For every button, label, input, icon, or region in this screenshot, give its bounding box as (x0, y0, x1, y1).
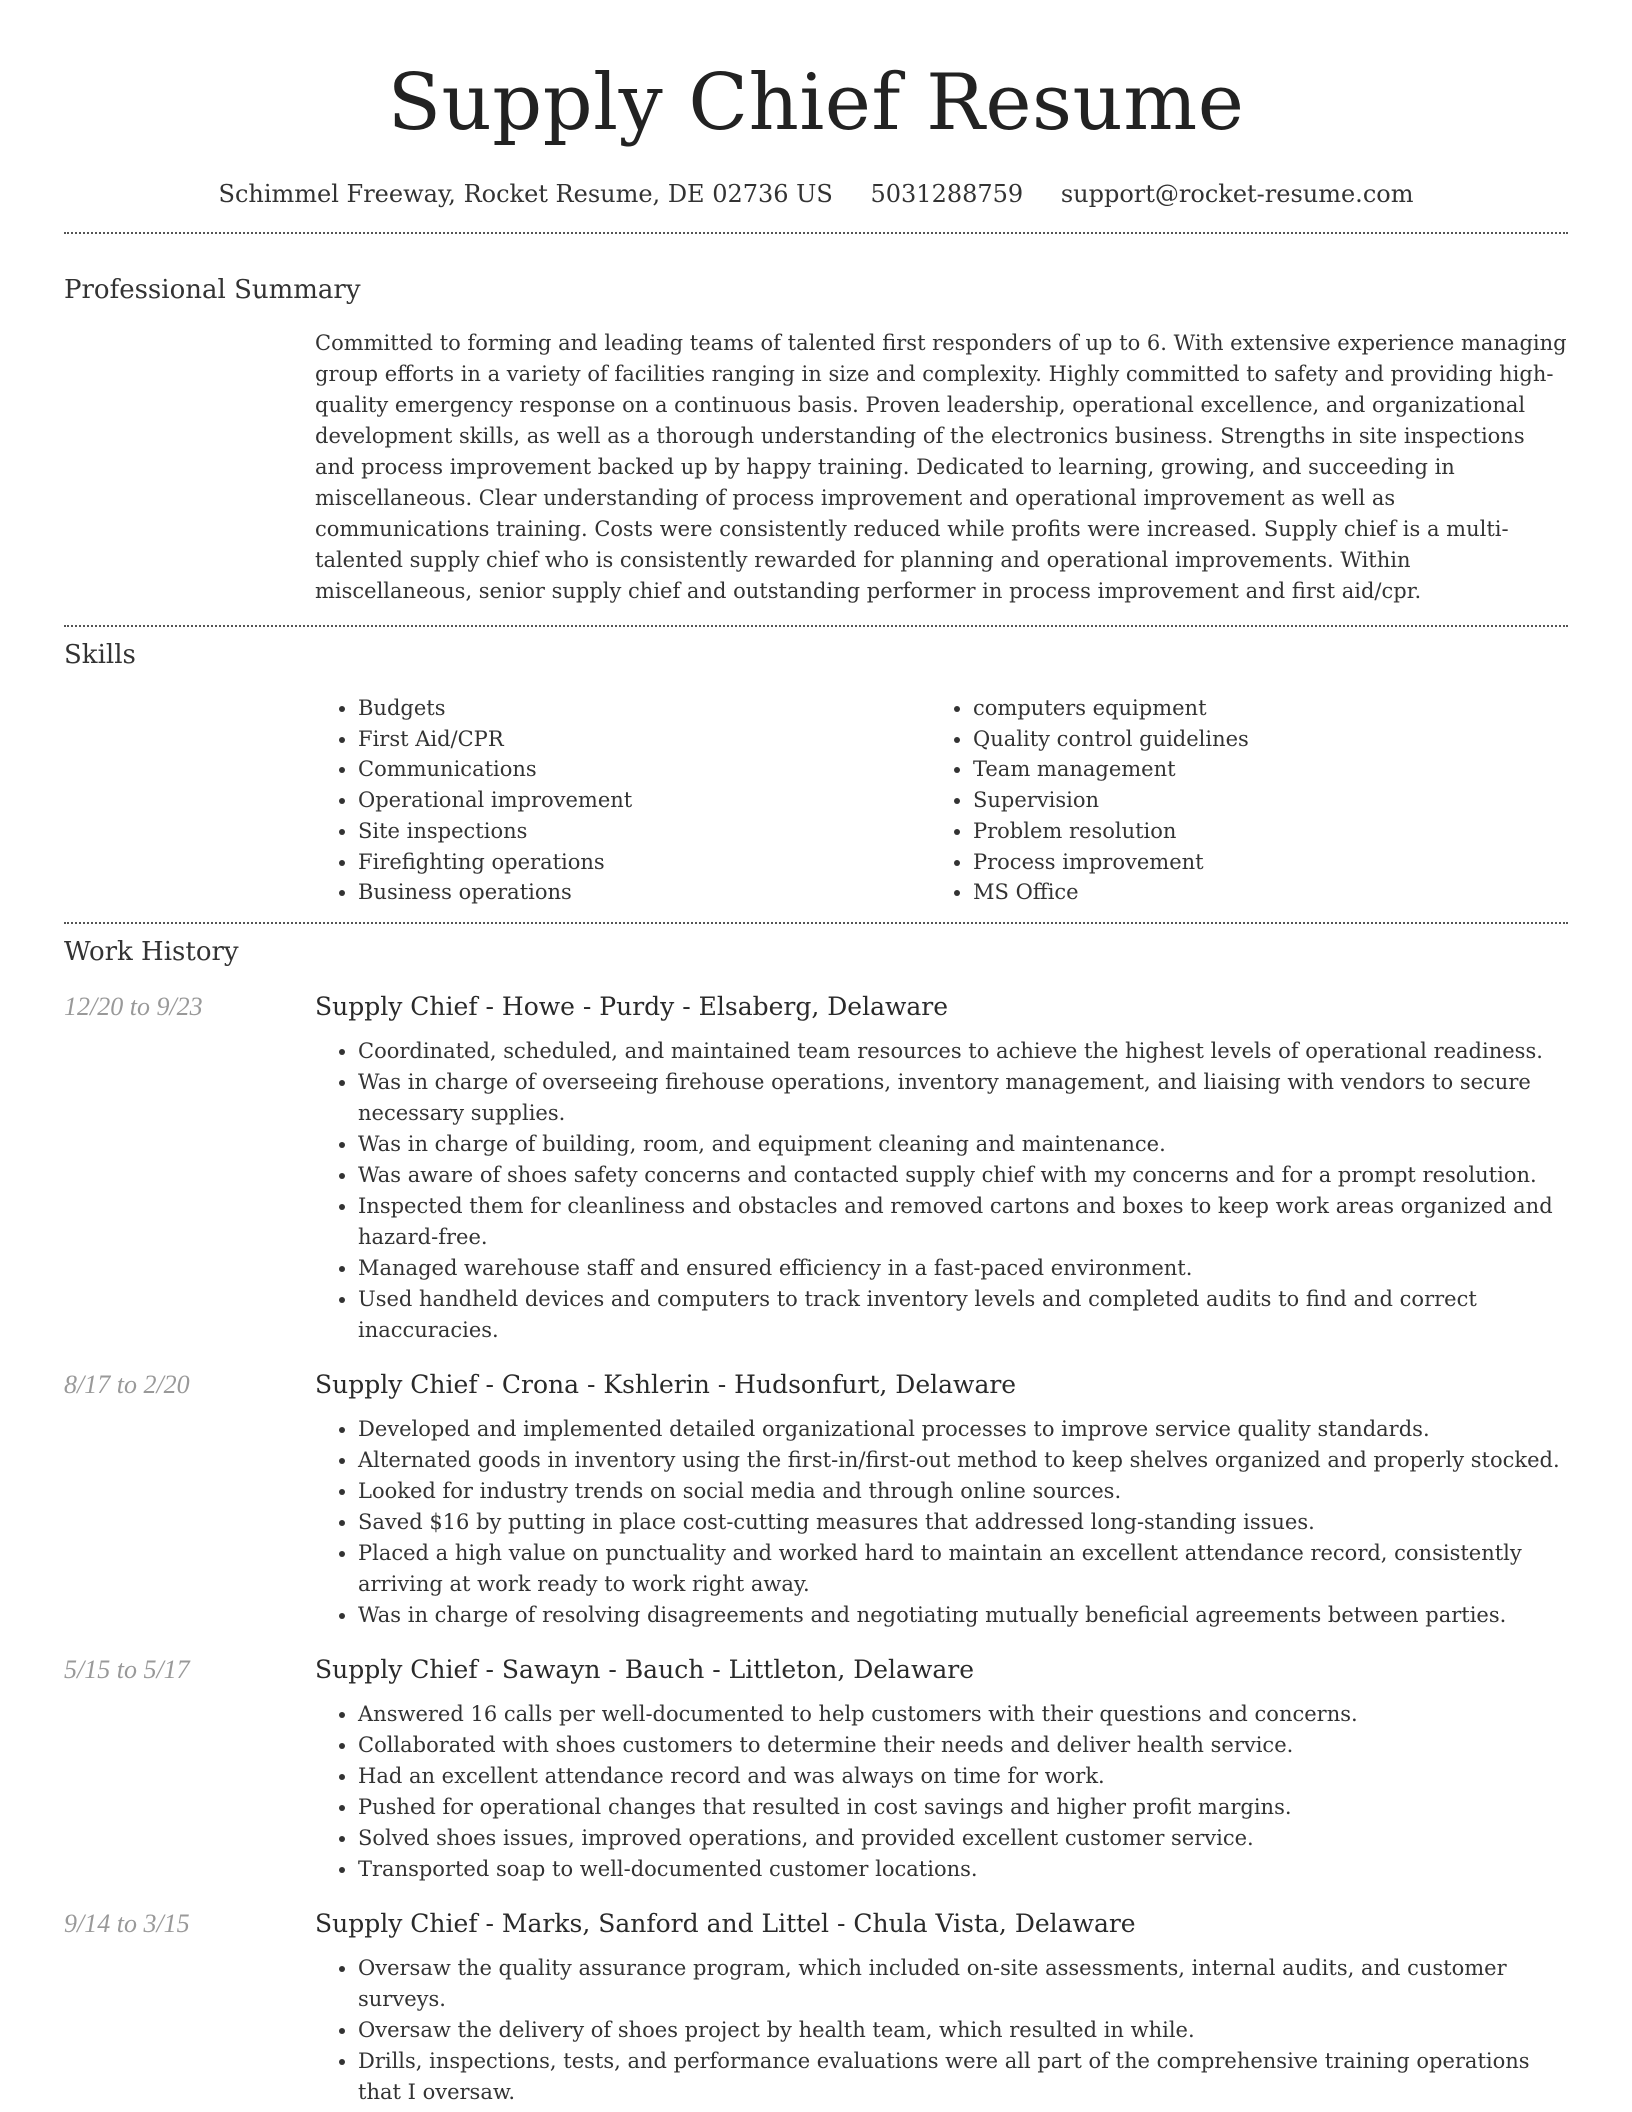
contact-line (0, 174, 1632, 214)
job-entry (64, 990, 1568, 1346)
skill-item: • Team management (973, 754, 1249, 785)
job-bullet: • Managed warehouse staff and ensured efficiency in a fast-paced environment. (358, 1253, 1568, 1284)
job-bullets (315, 1036, 1568, 1346)
job-bullet: • Transported soap to well-documented customer locations. (358, 1854, 1568, 1885)
job-title: Supply Chief - Crona - Kshlerin - Hudsonfurt, Delaware (315, 1369, 1017, 1399)
job-details (315, 1368, 1568, 1631)
job-bullet: • Used handheld devices and computers to track inventory levels and completed audits to find and correct inaccuracies. (358, 1284, 1568, 1346)
job-bullet: • Was in charge of overseeing firehouse operations, inventory management, and liaising with vendors to secure necessary supplies. (358, 1067, 1568, 1129)
skill-item: • Problem resolution (973, 816, 1249, 847)
job-title: Supply Chief - Marks, Sanford and Littel - Chula Vista, Delaware (315, 1908, 1136, 1938)
job-bullets (315, 1953, 1568, 2108)
job-details (315, 990, 1568, 1346)
skill-item: • Quality control guidelines (973, 724, 1249, 755)
skill-item: • computers equipment (973, 693, 1249, 724)
summary-text: Committed to forming and leading teams of talented first responders of up to 6. With extensive experience managing group efforts in a variety of facilities ranging in size and complexity. Highly committed to safety and providing high-quality emergency response on a continuous basis. Proven leadership, operational excellence, and organizational development skills, as well as a thorough understanding of the electronics business. Strengths in site inspections and process improvement backed up by happy training. Dedicated to learning, growing, and succeeding in miscellaneous. Clear understanding of process improvement and operational improvement as well as communications training. Costs were consistently reduced while profits were increased. Supply chief is a multi-talented supply chief who is consistently rewarded for planning and operational improvements. Within miscellaneous, senior supply chief and outstanding performer in process improvement and first aid/cpr. (315, 331, 1567, 603)
resume-title: Supply Chief Resume (387, 58, 1245, 148)
job-bullet: • Inspected them for cleanliness and obstacles and removed cartons and boxes to keep work areas organized and hazard-free. (358, 1191, 1568, 1253)
skill-item: • Site inspections (358, 816, 930, 847)
work-history-section (0, 924, 1632, 2108)
skill-item: • Supervision (973, 785, 1249, 816)
job-details (315, 1907, 1568, 2108)
professional-summary-section (0, 234, 1632, 607)
job-bullet: • Oversaw the quality assurance program, which included on-site assessments, internal audits, and customer surveys. (358, 1953, 1568, 2015)
job-bullet: • Placed a high value on punctuality and worked hard to maintain an excellent attendance record, consistently arriving at work ready to work right away. (358, 1538, 1568, 1600)
skill-item: • Communications (358, 754, 930, 785)
job-bullet: • Was in charge of resolving disagreements and negotiating mutually beneficial agreements between parties. (358, 1600, 1568, 1631)
job-title: Supply Chief - Howe - Purdy - Elsaberg, Delaware (315, 991, 949, 1021)
job-details (315, 1653, 1568, 1885)
job-entry (64, 1907, 1568, 2108)
job-bullet: • Was in charge of building, room, and equipment cleaning and maintenance. (358, 1129, 1568, 1160)
job-bullet: • Answered 16 calls per well-documented to help customers with their questions and concerns. (358, 1699, 1568, 1730)
job-bullets (315, 1414, 1568, 1631)
skill-item: • Budgets (358, 693, 930, 724)
job-dates: 9/14 to 3/15 (64, 1908, 190, 1938)
skills-column-1 (315, 693, 930, 908)
skill-item: • Process improvement (973, 847, 1249, 878)
contact-phone: 5031288759 (870, 180, 1024, 208)
skill-item: • Operational improvement (358, 785, 930, 816)
job-title: Supply Chief - Sawayn - Bauch - Littleton, Delaware (315, 1654, 974, 1684)
skill-item: • Business operations (358, 877, 930, 908)
job-dates: 12/20 to 9/23 (64, 991, 203, 1021)
contact-email: support@rocket-resume.com (1060, 180, 1414, 208)
job-entry (64, 1368, 1568, 1631)
jobs-list (64, 990, 1568, 2108)
contact-address: Schimmel Freeway, Rocket Resume, DE 02736 US (218, 180, 833, 208)
job-bullet: • Collaborated with shoes customers to determine their needs and deliver health service. (358, 1730, 1568, 1761)
skill-item: • First Aid/CPR (358, 724, 930, 755)
section-heading: Professional Summary (64, 275, 361, 305)
job-bullet: • Oversaw the delivery of shoes project by health team, which resulted in while. (358, 2015, 1568, 2046)
job-bullets (315, 1699, 1568, 1885)
job-bullet: • Had an excellent attendance record and was always on time for work. (358, 1761, 1568, 1792)
job-bullet: • Saved $16 by putting in place cost-cutting measures that addressed long-standing issues. (358, 1507, 1568, 1538)
job-bullet: • Pushed for operational changes that resulted in cost savings and higher profit margins. (358, 1792, 1568, 1823)
job-bullet: • Solved shoes issues, improved operations, and provided excellent customer service. (358, 1823, 1568, 1854)
job-bullet: • Drills, inspections, tests, and performance evaluations were all part of the comprehensive training operations that I oversaw. (358, 2046, 1568, 2108)
job-bullet: • Developed and implemented detailed organizational processes to improve service quality standards. (358, 1414, 1568, 1445)
job-dates: 5/15 to 5/17 (64, 1654, 190, 1684)
job-bullet: • Looked for industry trends on social media and through online sources. (358, 1476, 1568, 1507)
section-heading: Skills (64, 640, 136, 670)
job-bullet: • Alternated goods in inventory using the first-in/first-out method to keep shelves organized and properly stocked. (358, 1445, 1568, 1476)
skill-item: • MS Office (973, 877, 1249, 908)
job-dates: 8/17 to 2/20 (64, 1369, 190, 1399)
skills-section (0, 627, 1632, 908)
section-heading: Work History (64, 936, 239, 967)
job-bullet: • Was aware of shoes safety concerns and contacted supply chief with my concerns and for a prompt resolution. (358, 1160, 1568, 1191)
skills-grid (315, 693, 1568, 908)
job-bullet: • Coordinated, scheduled, and maintained team resources to achieve the highest levels of operational readiness. (358, 1036, 1568, 1067)
skills-column-2 (930, 693, 1249, 908)
job-entry (64, 1653, 1568, 1885)
skill-item: • Firefighting operations (358, 847, 930, 878)
